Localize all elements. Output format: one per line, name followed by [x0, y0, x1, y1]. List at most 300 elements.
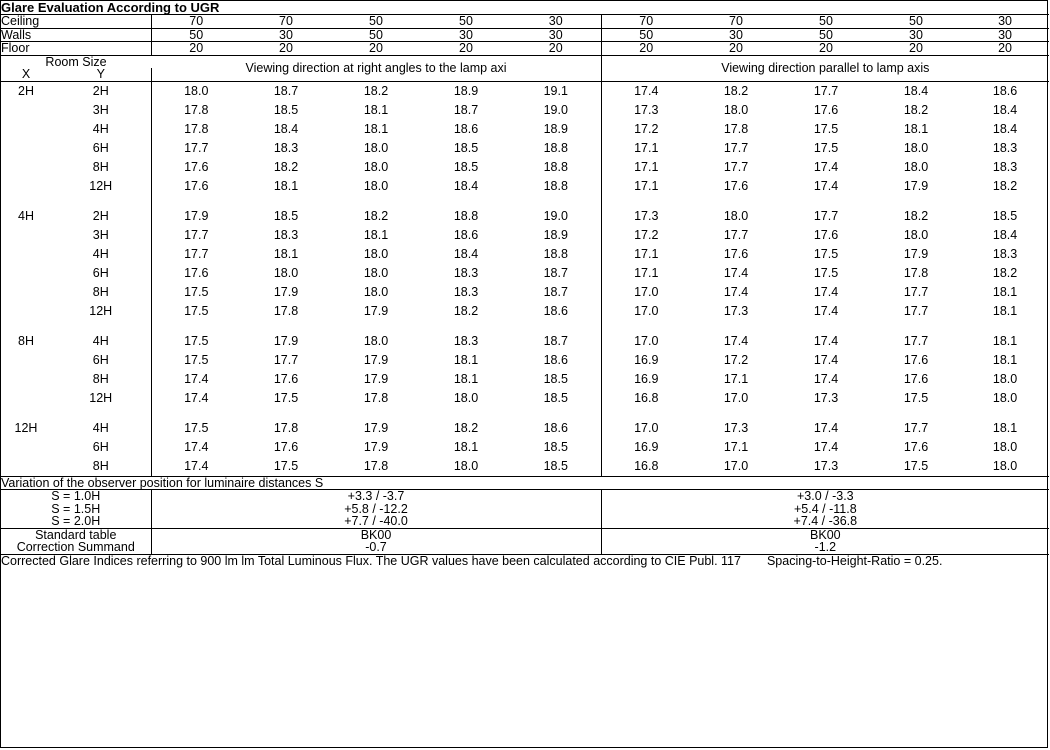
ugr-value: 17.8 [273, 420, 299, 435]
ugr-value: 18.8 [511, 177, 601, 196]
x-value [1, 245, 51, 264]
ugr-value: 18.1 [992, 284, 1018, 299]
ugr-value: 17.4 [184, 439, 209, 454]
ugr-value: 18.1 [992, 303, 1018, 318]
walls-value: 30 [421, 28, 511, 42]
ugr-value: 18.8 [453, 208, 479, 223]
correction-summand-row [1, 541, 1049, 554]
ugr-value: 17.4 [723, 284, 749, 299]
floor-value: 20 [691, 42, 781, 56]
ugr-value: 18.5 [511, 370, 601, 389]
ugr-value: 18.4 [992, 102, 1018, 117]
ugr-value: 17.3 [723, 303, 749, 318]
ugr-value: 18.1 [992, 352, 1018, 367]
x-value [1, 101, 51, 120]
ugr-value: 18.0 [363, 333, 389, 348]
ugr-value: 18.0 [273, 265, 299, 280]
ceiling-value: 70 [691, 15, 781, 29]
ugr-value: 18.3 [992, 159, 1018, 174]
ugr-value: 18.3 [453, 333, 479, 348]
ugr-value: 17.9 [363, 439, 389, 454]
walls-value: 50 [331, 28, 421, 42]
walls-value: 30 [511, 28, 601, 42]
floor-value: 20 [601, 42, 691, 56]
ugr-value: 17.3 [781, 457, 871, 477]
ugr-value: 18.4 [992, 121, 1018, 136]
ugr-value: 18.0 [363, 284, 389, 299]
ugr-value: 18.0 [903, 227, 929, 242]
ugr-value: 17.3 [813, 390, 839, 405]
ugr-value: 17.6 [903, 439, 929, 454]
ugr-value: 18.9 [453, 83, 479, 98]
x-value [1, 139, 51, 158]
ugr-value: 18.4 [992, 227, 1018, 242]
ugr-value: 18.2 [992, 178, 1018, 193]
ceiling-value: 50 [421, 15, 511, 29]
ugr-value: 18.6 [453, 121, 479, 136]
ugr-value: 18.2 [273, 159, 299, 174]
ugr-value: 17.4 [813, 159, 839, 174]
ugr-value: 17.4 [723, 265, 749, 280]
table-row [1, 226, 1049, 245]
ugr-value: 17.9 [363, 303, 389, 318]
ugr-value: 17.0 [723, 390, 749, 405]
ugr-value: 18.1 [992, 333, 1018, 348]
table-row [1, 101, 1049, 120]
y-value: 6H [51, 139, 151, 158]
spacer-cell [961, 196, 1049, 207]
ugr-value: 17.7 [273, 352, 299, 367]
table-row [1, 302, 1049, 321]
ugr-value: 17.4 [813, 371, 839, 386]
table-row [1, 177, 1049, 196]
ugr-value: 17.2 [634, 227, 659, 242]
variation-perpendicular-value: +3.3 / -3.7 [151, 490, 601, 503]
y-value: 8H [51, 158, 151, 177]
table-row-ceiling [1, 15, 1049, 29]
ugr-value: 17.9 [184, 208, 209, 223]
ugr-value: 17.0 [634, 284, 659, 299]
ugr-value: 17.5 [813, 246, 839, 261]
ugr-value: 17.6 [184, 159, 209, 174]
y-value: 6H [51, 438, 151, 457]
table-row [1, 158, 1049, 177]
standard-table-parallel: BK00 [810, 527, 841, 542]
y-value: 2H [51, 207, 151, 226]
ugr-value: 17.8 [184, 121, 209, 136]
ugr-value: 18.2 [903, 208, 929, 223]
y-value: 12H [51, 302, 151, 321]
ugr-value: 17.8 [363, 390, 389, 405]
ugr-value: 18.1 [363, 102, 389, 117]
floor-value: 20 [781, 42, 871, 56]
y-value: 3H [51, 101, 151, 120]
spacer-cell [961, 321, 1049, 332]
spacer-cell [51, 321, 151, 332]
ugr-value: 17.6 [813, 102, 839, 117]
ugr-value: 17.6 [273, 439, 299, 454]
ugr-value: 18.1 [363, 227, 389, 242]
ugr-value: 18.7 [511, 264, 601, 283]
correction-summand-parallel: -1.2 [601, 541, 1049, 554]
ugr-value: 17.9 [363, 352, 389, 367]
ugr-value: 17.3 [634, 102, 659, 117]
spacer-cell [511, 321, 601, 332]
x-value [1, 264, 51, 283]
ugr-value: 17.7 [723, 159, 749, 174]
floor-value: 20 [511, 42, 601, 56]
ugr-value: 18.6 [511, 419, 601, 438]
ugr-value: 17.4 [813, 303, 839, 318]
ugr-value: 18.0 [723, 208, 749, 223]
ugr-value: 18.0 [363, 178, 389, 193]
ugr-value: 17.8 [903, 265, 929, 280]
ugr-value: 17.5 [241, 457, 331, 477]
x-value [1, 158, 51, 177]
spacer-cell [511, 408, 601, 419]
ugr-value: 18.3 [273, 140, 299, 155]
ugr-value: 17.4 [813, 178, 839, 193]
ugr-value: 18.5 [511, 457, 601, 477]
row-label-floor: Floor [1, 42, 151, 56]
footer-row [1, 554, 1049, 567]
ugr-value: 18.5 [273, 208, 299, 223]
ceiling-value: 70 [241, 15, 331, 29]
variation-perpendicular-value: +7.7 / -40.0 [151, 515, 601, 528]
ceiling-value: 30 [961, 15, 1049, 29]
x-value: 2H [18, 83, 34, 98]
ugr-value: 17.6 [813, 227, 839, 242]
ugr-value: 17.1 [634, 178, 659, 193]
table-row [1, 120, 1049, 139]
walls-value: 30 [241, 28, 331, 42]
ugr-value: 18.6 [511, 351, 601, 370]
ugr-value: 18.6 [453, 227, 479, 242]
ugr-value: 19.1 [511, 81, 601, 101]
ugr-value: 17.4 [813, 333, 839, 348]
variation-label: S = 2.0H [1, 515, 151, 528]
variation-perpendicular-value: +5.8 / -12.2 [151, 503, 601, 516]
ugr-value: 17.7 [723, 227, 749, 242]
ugr-value: 17.9 [273, 333, 299, 348]
variation-row [1, 515, 1049, 528]
ugr-value: 17.5 [871, 457, 961, 477]
ugr-value: 17.0 [634, 333, 659, 348]
standard-table-label: Standard table [1, 528, 151, 541]
spacer-cell [511, 196, 601, 207]
ugr-value: 17.9 [363, 371, 389, 386]
ugr-value: 18.3 [273, 227, 299, 242]
ugr-value: 17.8 [331, 457, 421, 477]
ugr-value: 18.0 [363, 159, 389, 174]
ugr-value: 18.5 [992, 208, 1018, 223]
ugr-value: 17.0 [691, 457, 781, 477]
spacer-cell [691, 321, 781, 332]
ugr-value: 18.0 [363, 265, 389, 280]
ugr-value: 17.6 [723, 246, 749, 261]
ugr-value: 17.1 [634, 246, 659, 261]
ugr-value: 17.5 [184, 352, 209, 367]
ugr-value: 17.5 [903, 390, 929, 405]
ugr-value: 17.7 [813, 208, 839, 223]
x-value [1, 120, 51, 139]
walls-value: 30 [871, 28, 961, 42]
ugr-value: 17.7 [184, 140, 209, 155]
table-row [1, 245, 1049, 264]
ugr-value: 17.7 [903, 333, 929, 348]
ugr-value: 18.0 [992, 371, 1018, 386]
ugr-value: 17.5 [813, 265, 839, 280]
spacer-cell [871, 408, 961, 419]
ugr-value: 17.4 [184, 371, 209, 386]
spacer-cell [241, 408, 331, 419]
ugr-value: 18.0 [961, 457, 1049, 477]
correction-summand-perpendicular: -0.7 [151, 541, 601, 554]
floor-value: 20 [241, 42, 331, 56]
row-label-ceiling: Ceiling [1, 15, 151, 29]
ugr-value: 17.2 [634, 121, 659, 136]
ugr-value: 17.6 [273, 371, 299, 386]
header-x: X [1, 68, 51, 81]
spacer-cell [781, 408, 871, 419]
ugr-value: 16.8 [601, 457, 691, 477]
ugr-value: 17.5 [184, 333, 209, 348]
ugr-value: 18.4 [453, 246, 479, 261]
ugr-value: 18.0 [453, 390, 479, 405]
spacer-cell [601, 196, 691, 207]
ugr-value: 18.2 [453, 420, 479, 435]
ugr-value: 17.1 [723, 439, 749, 454]
ugr-value: 18.7 [511, 332, 601, 351]
group-spacer [1, 408, 1049, 419]
ugr-value: 19.0 [511, 207, 601, 226]
spacer-cell [151, 408, 241, 419]
floor-value: 20 [421, 42, 511, 56]
header-room-size: Room Size [45, 54, 107, 69]
x-value [1, 438, 51, 457]
spacer-cell [961, 408, 1049, 419]
spacer-cell [241, 321, 331, 332]
spacer-cell [1, 196, 51, 207]
x-value: 4H [18, 208, 34, 223]
group-spacer [1, 321, 1049, 332]
ugr-value: 17.9 [903, 246, 929, 261]
ugr-value: 17.4 [813, 284, 839, 299]
walls-value: 30 [691, 28, 781, 42]
spacer-cell [871, 196, 961, 207]
spacer-cell [421, 408, 511, 419]
ugr-value: 17.9 [273, 284, 299, 299]
ugr-value: 18.4 [903, 83, 929, 98]
y-value: 3H [51, 226, 151, 245]
ugr-value: 17.5 [184, 284, 209, 299]
ugr-value: 18.6 [992, 83, 1018, 98]
spacer-cell [331, 408, 421, 419]
page-title: Glare Evaluation According to UGR [1, 1, 1049, 15]
ugr-value: 18.5 [273, 102, 299, 117]
ugr-value: 17.4 [151, 457, 241, 477]
ceiling-value: 30 [511, 15, 601, 29]
ugr-value: 18.1 [273, 178, 299, 193]
footer-text: Corrected Glare Indices referring to 900 lm lm Total Luminous Flux. The UGR values have been calculated according to CIE Publ. 117 [1, 553, 741, 568]
ugr-value: 18.2 [363, 208, 389, 223]
ugr-value: 18.5 [511, 438, 601, 457]
ugr-value: 17.6 [723, 178, 749, 193]
ceiling-value: 50 [781, 15, 871, 29]
ugr-value: 17.4 [184, 390, 209, 405]
footer-note [1, 554, 1049, 567]
table-row [1, 283, 1049, 302]
variation-label: S = 1.0H [1, 490, 151, 503]
y-value: 8H [51, 457, 151, 477]
ugr-value: 17.7 [903, 284, 929, 299]
ugr-value: 18.8 [511, 245, 601, 264]
ugr-value: 18.1 [453, 439, 479, 454]
ugr-value: 17.7 [903, 420, 929, 435]
x-value [1, 283, 51, 302]
ugr-value: 17.0 [634, 303, 659, 318]
spacer-cell [781, 196, 871, 207]
y-value: 2H [51, 81, 151, 101]
x-value [1, 370, 51, 389]
x-value [1, 457, 51, 477]
ugr-value: 18.9 [511, 120, 601, 139]
spacer-cell [421, 196, 511, 207]
y-value: 12H [51, 177, 151, 196]
table-row [1, 207, 1049, 226]
ugr-value: 17.5 [813, 140, 839, 155]
ugr-value: 17.8 [723, 121, 749, 136]
ugr-value: 17.7 [723, 140, 749, 155]
ugr-value: 17.5 [184, 420, 209, 435]
floor-value: 20 [961, 42, 1049, 56]
ugr-value: 17.2 [723, 352, 749, 367]
ugr-value: 18.4 [453, 178, 479, 193]
ugr-value: 18.1 [273, 246, 299, 261]
ugr-value: 17.4 [813, 352, 839, 367]
spacer-cell [51, 408, 151, 419]
x-value [1, 302, 51, 321]
ugr-value: 17.8 [273, 303, 299, 318]
ugr-value: 17.5 [813, 121, 839, 136]
table-row [1, 389, 1049, 408]
ugr-value: 17.7 [903, 303, 929, 318]
ugr-value: 18.6 [511, 302, 601, 321]
spacer-cell [151, 196, 241, 207]
table-row [1, 419, 1049, 438]
ugr-value: 17.6 [903, 371, 929, 386]
ugr-value: 18.0 [363, 140, 389, 155]
table-row [1, 332, 1049, 351]
header-row-roomsize [1, 55, 1049, 68]
ugr-value: 17.9 [903, 178, 929, 193]
y-value: 4H [51, 419, 151, 438]
ugr-value: 18.8 [511, 158, 601, 177]
x-value [1, 389, 51, 408]
table-row [1, 264, 1049, 283]
ugr-value: 18.0 [363, 246, 389, 261]
ugr-value: 18.7 [453, 102, 479, 117]
spacer-cell [241, 196, 331, 207]
spacer-cell [691, 408, 781, 419]
ugr-value: 18.2 [723, 83, 749, 98]
y-value: 4H [51, 245, 151, 264]
ugr-value: 17.7 [813, 83, 839, 98]
ceiling-value: 70 [151, 15, 241, 29]
header-y: Y [51, 68, 151, 81]
ugr-value: 17.4 [813, 439, 839, 454]
ugr-value: 18.1 [453, 371, 479, 386]
walls-value: 30 [961, 28, 1049, 42]
row-label-walls: Walls [1, 28, 151, 42]
ugr-value: 18.2 [363, 83, 389, 98]
ceiling-value: 70 [601, 15, 691, 29]
ugr-value: 18.7 [511, 283, 601, 302]
x-value [1, 351, 51, 370]
ugr-value: 17.6 [184, 178, 209, 193]
floor-value: 20 [331, 42, 421, 56]
floor-value: 20 [151, 42, 241, 56]
ugr-value: 18.3 [992, 246, 1018, 261]
walls-value: 50 [781, 28, 871, 42]
ugr-value: 17.1 [634, 140, 659, 155]
ugr-value: 17.5 [184, 303, 209, 318]
ugr-value: 18.3 [453, 284, 479, 299]
y-value: 4H [51, 332, 151, 351]
spacer-cell [51, 196, 151, 207]
table-row [1, 370, 1049, 389]
table-row [1, 457, 1049, 477]
walls-value: 50 [601, 28, 691, 42]
header-direction-perpendicular: Viewing direction at right angles to the lamp axi [151, 55, 601, 81]
ugr-value: 17.0 [634, 420, 659, 435]
ugr-value: 18.1 [992, 420, 1018, 435]
spacer-cell [331, 196, 421, 207]
ugr-value: 18.0 [184, 83, 209, 98]
ugr-value: 17.3 [723, 420, 749, 435]
ugr-value: 18.1 [363, 121, 389, 136]
group-spacer [1, 196, 1049, 207]
ugr-value: 18.3 [992, 140, 1018, 155]
spacer-cell [601, 321, 691, 332]
spacer-cell [421, 321, 511, 332]
variation-parallel-value: +5.4 / -11.8 [793, 501, 857, 516]
ugr-value: 17.6 [184, 265, 209, 280]
y-value: 8H [51, 370, 151, 389]
standard-table-row [1, 528, 1049, 541]
header-direction-parallel: Viewing direction parallel to lamp axis [601, 55, 1049, 81]
variation-row [1, 490, 1049, 503]
ugr-value: 18.2 [453, 303, 479, 318]
variation-parallel-value: +7.4 / -36.8 [601, 515, 1049, 528]
ugr-value: 18.1 [453, 352, 479, 367]
y-value: 4H [51, 120, 151, 139]
standard-table-perpendicular: BK00 [151, 528, 601, 541]
ugr-value: 18.8 [511, 139, 601, 158]
variation-row [1, 503, 1049, 516]
ugr-value: 17.3 [634, 208, 659, 223]
y-value: 6H [51, 351, 151, 370]
ugr-value: 16.8 [634, 390, 659, 405]
ugr-value: 17.4 [723, 333, 749, 348]
spacer-cell [1, 321, 51, 332]
ugr-value: 18.1 [903, 121, 929, 136]
spacer-cell [781, 321, 871, 332]
x-value [1, 226, 51, 245]
spacer-cell [601, 408, 691, 419]
floor-value: 20 [871, 42, 961, 56]
footer-ratio: Spacing-to-Height-Ratio = 0.25. [766, 553, 943, 568]
